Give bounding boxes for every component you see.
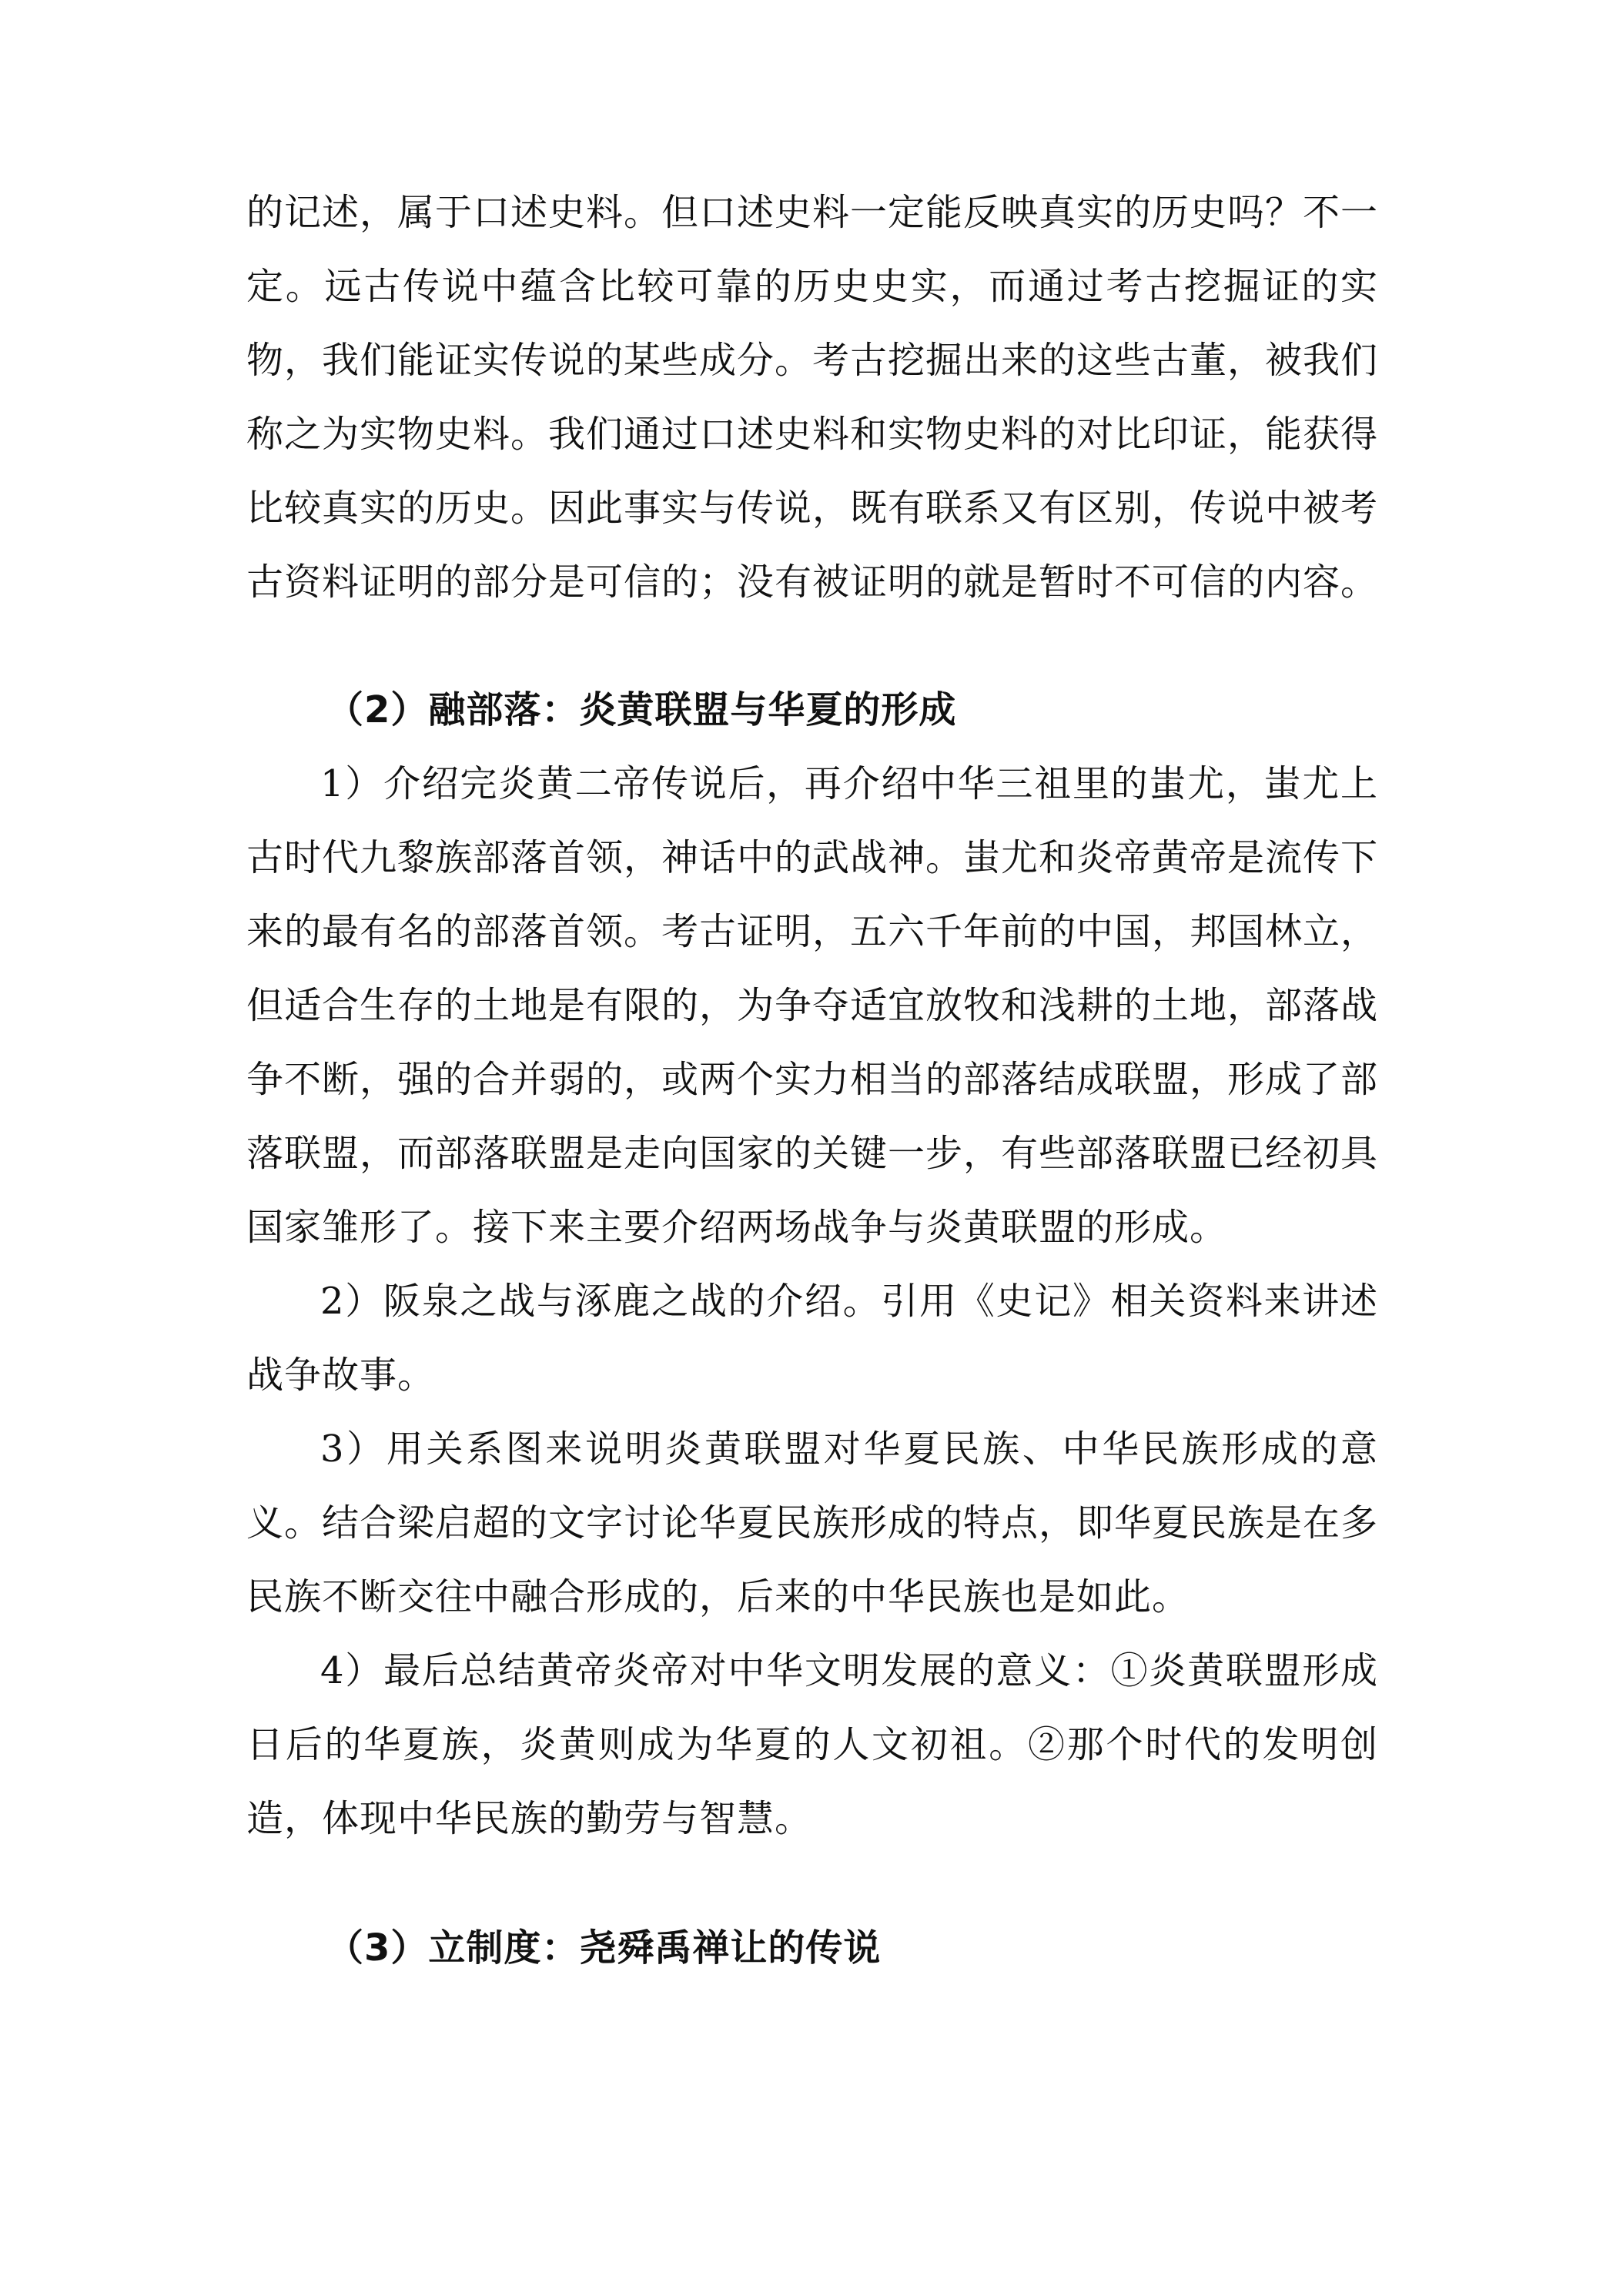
section-2-item-2: 2）阪泉之战与涿鹿之战的介绍。引用《史记》相关资料来讲述战争故事。 [246, 1280, 1378, 1397]
document-body [246, 176, 1378, 1985]
intro-paragraph: 的记述，属于口述史料。但口述史料一定能反映真实的历史吗？不一定。远古传说中蕴含比较可靠的历史史实，而通过考古挖掘证的实物，我们能证实传说的某些成分。考古挖掘出来的这些古董，被我们称之为实物史料。我们通过口述史料和实物史料的对比印证，能获得比较真实的历史。因此事实与传说，既有联系又有区别，传说中被考古资料证明的部分是可信的；没有被证明的就是暂时不可信的内容。 [246, 191, 1379, 604]
section-2-item-4: 4）最后总结黄帝炎帝对中华文明发展的意义：①炎黄联盟形成日后的华夏族，炎黄则成为华夏的人文初祖。②那个时代的发明创造，体现中华民族的勤劳与智慧。 [246, 1649, 1378, 1840]
section-2-heading: （2）融部落：炎黄联盟与华夏的形成 [326, 688, 957, 731]
section-3-heading: （3）立制度：尧舜禹禅让的传说 [326, 1926, 882, 1970]
section-2-item-3: 3）用关系图来说明炎黄联盟对华夏民族、中华民族形成的意义。结合梁启超的文字讨论华夏民族形成的特点，即华夏民族是在多民族不断交往中融合形成的，后来的中华民族也是如此。 [246, 1427, 1379, 1618]
section-2-item-1: 1）介绍完炎黄二帝传说后，再介绍中华三祖里的蚩尤，蚩尤上古时代九黎族部落首领，神话中的武战神。蚩尤和炎帝黄帝是流传下来的最有名的部落首领。考古证明，五六千年前的中国，邦国林立，但适合生存的土地是有限的，为争夺适宜放牧和浅耕的土地，部落战争不断，强的合并弱的，或两个实力相当的部落结成联盟，形成了部落联盟，而部落联盟是走向国家的关键一步，有些部落联盟已经初具国家雏形了。接下来主要介绍两场战争与炎黄联盟的形成。 [246, 762, 1379, 1249]
